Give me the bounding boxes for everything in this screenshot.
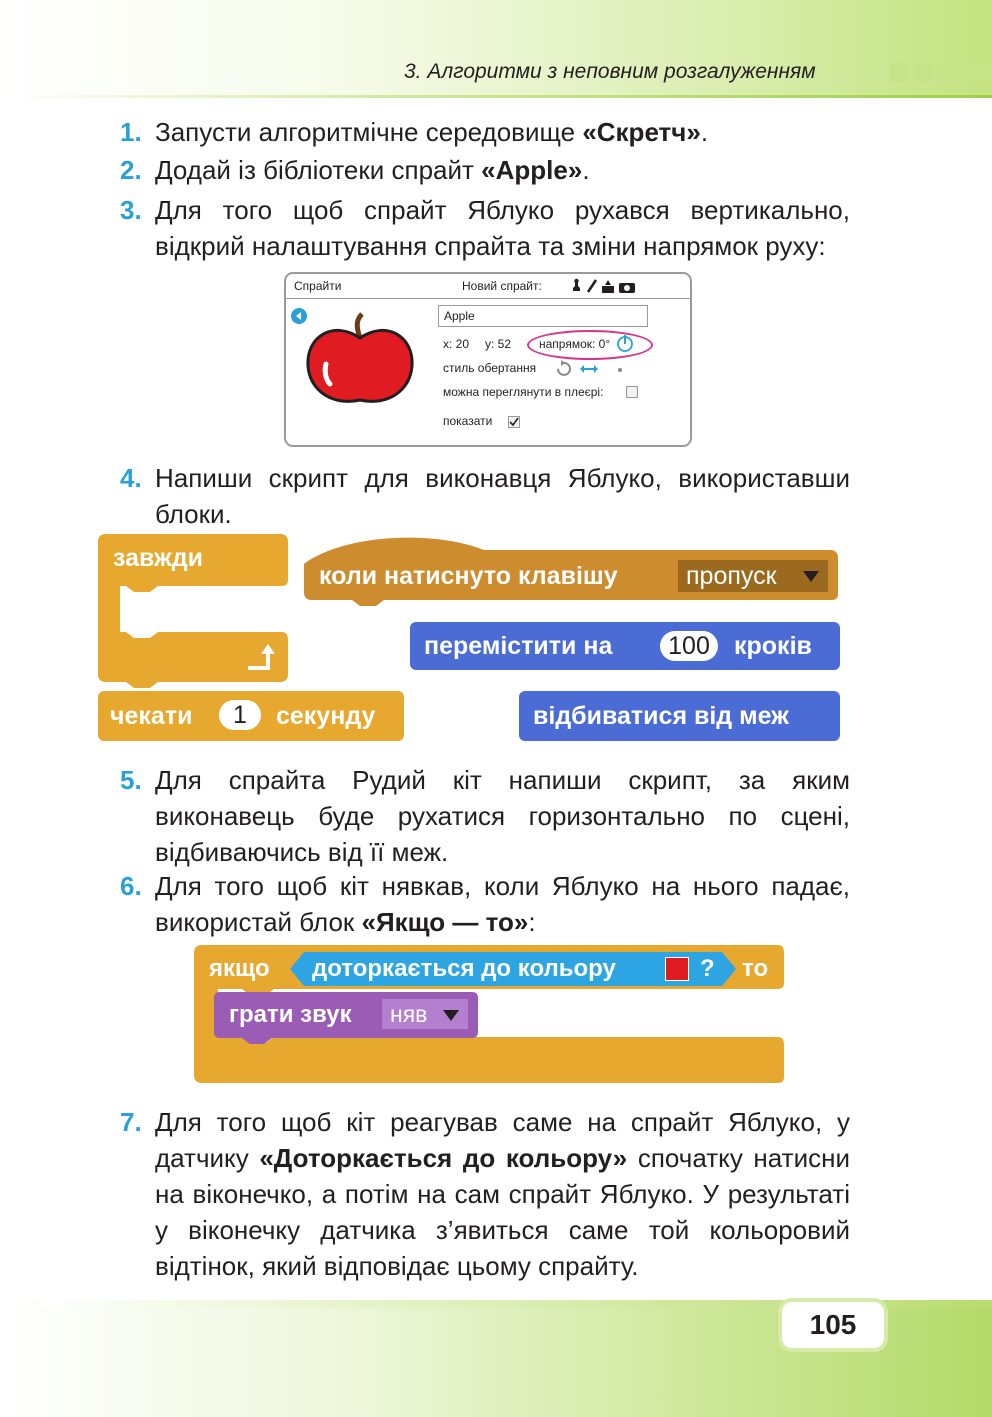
- x-coordinate: x: 20: [443, 337, 470, 351]
- then-label: то: [742, 955, 769, 982]
- step-text: Запусти алгоритмічне середовище: [155, 117, 583, 147]
- camera-icon: [619, 283, 635, 293]
- step-bold: «Скретч»: [582, 117, 701, 147]
- rotation-style-label: стиль обертання: [443, 361, 537, 375]
- page-number: 105: [778, 1298, 888, 1352]
- y-coordinate: y: 52: [485, 337, 512, 351]
- step-number: 5.: [120, 765, 142, 795]
- step-text: Для того щоб кіт реагував саме на спрайт Яблуко, у датчику: [155, 1107, 850, 1173]
- step-bold: «Якщо — то»: [361, 907, 529, 937]
- step-3: [120, 192, 850, 264]
- sprite-info-panel: [284, 272, 692, 447]
- step-text: Для того щоб кіт нявкав, коли Яблуко на нього падає, використай блок: [155, 871, 850, 937]
- left-right-icon: [580, 365, 598, 373]
- step-number: 3.: [120, 195, 142, 225]
- upload-icon: [602, 280, 614, 293]
- if-label: якщо: [209, 955, 270, 982]
- step-text: :: [528, 907, 536, 937]
- step-text: Для того щоб спрайт Яблуко рухався вертикально, відкрий налаштування спрайта та зміни напрямок руху:: [155, 195, 850, 261]
- step-text: .: [582, 155, 590, 185]
- step-text: .: [700, 117, 709, 147]
- panel-separator: [286, 298, 690, 299]
- rotation-style-options: [554, 360, 628, 378]
- new-sprite-icons: [568, 278, 648, 295]
- move-suffix: кроків: [734, 632, 812, 660]
- step-bold: «Apple»: [481, 155, 583, 185]
- no-rotate-dot-icon: [618, 368, 622, 372]
- step-text: спочатку натисни на віконечко, а потім на сам спрайт Яблуко. У результаті у віконечку датчика з’явиться саме той кольоровий відтінок, який відповідає цьому спрайту.: [155, 1143, 850, 1281]
- step-number: 7.: [120, 1107, 142, 1137]
- apple-sprite-icon: [304, 310, 418, 406]
- touching-color-label: доторкається до кольору: [312, 955, 616, 982]
- header-square: [914, 63, 932, 82]
- chapter-title: 3. Алгоритми з неповним розгалуженням: [404, 60, 816, 83]
- direction-dial-icon[interactable]: [616, 333, 634, 353]
- new-sprite-label: Новий спрайт:: [462, 279, 542, 293]
- move-label: перемістити на: [424, 632, 613, 660]
- key-value: пропуск: [686, 562, 777, 590]
- step-5: [120, 762, 850, 870]
- step-bold: «Доторкається до кольору»: [259, 1143, 628, 1173]
- dropdown-arrow-icon: [803, 571, 819, 582]
- step-number: 6.: [120, 871, 142, 901]
- step-number: 4.: [120, 463, 142, 493]
- panel-title: Спрайти: [294, 279, 342, 293]
- wait-suffix: секунду: [276, 702, 376, 730]
- checkmark-icon: [509, 417, 519, 427]
- forever-label: завжди: [113, 544, 204, 572]
- move-steps-input[interactable]: 100: [660, 631, 718, 661]
- dropdown-arrow-icon: [443, 1010, 459, 1021]
- step-number: 1.: [120, 117, 142, 147]
- step-number: 2.: [120, 155, 142, 185]
- color-swatch[interactable]: [665, 957, 689, 981]
- header-bar: [938, 63, 992, 82]
- question-mark: ?: [700, 955, 715, 982]
- stamp-icon: [573, 279, 580, 291]
- step-1: [120, 114, 850, 150]
- step-7: [120, 1104, 850, 1284]
- draggable-label: можна переглянути в плеєрі:: [443, 385, 604, 399]
- sound-value: няв: [390, 1001, 428, 1027]
- step-text: Додай із бібліотеки спрайт: [155, 155, 482, 185]
- show-label: показати: [443, 414, 493, 428]
- rotate-icon: [558, 360, 570, 375]
- bounce-label: відбиватися від меж: [533, 702, 789, 730]
- step-text: Напиши скрипт для виконавця Яблуко, використавши блоки.: [155, 463, 850, 529]
- wait-label: чекати: [110, 702, 193, 730]
- sprite-name-value: Apple: [444, 309, 475, 323]
- step-4: [120, 460, 850, 532]
- step-2: [120, 152, 850, 188]
- draggable-checkbox[interactable]: [626, 386, 638, 398]
- play-sound-label: грати звук: [229, 1001, 352, 1028]
- header-rule: [0, 95, 992, 98]
- step-text: Для спрайта Рудий кіт напиши скрипт, за яким виконавець буде рухатися горизонтально по сцені, відбиваючись від її меж.: [155, 765, 850, 867]
- pencil-icon: [588, 280, 596, 292]
- when-key-label: коли натиснуто клавішу: [319, 562, 618, 590]
- wait-seconds-input[interactable]: 1: [219, 700, 261, 730]
- header-square: [890, 63, 908, 82]
- sprite-name-field[interactable]: [438, 305, 648, 327]
- step-6: [120, 868, 850, 940]
- direction-value[interactable]: напрямок: 0°: [539, 337, 611, 351]
- show-checkbox[interactable]: [508, 416, 520, 428]
